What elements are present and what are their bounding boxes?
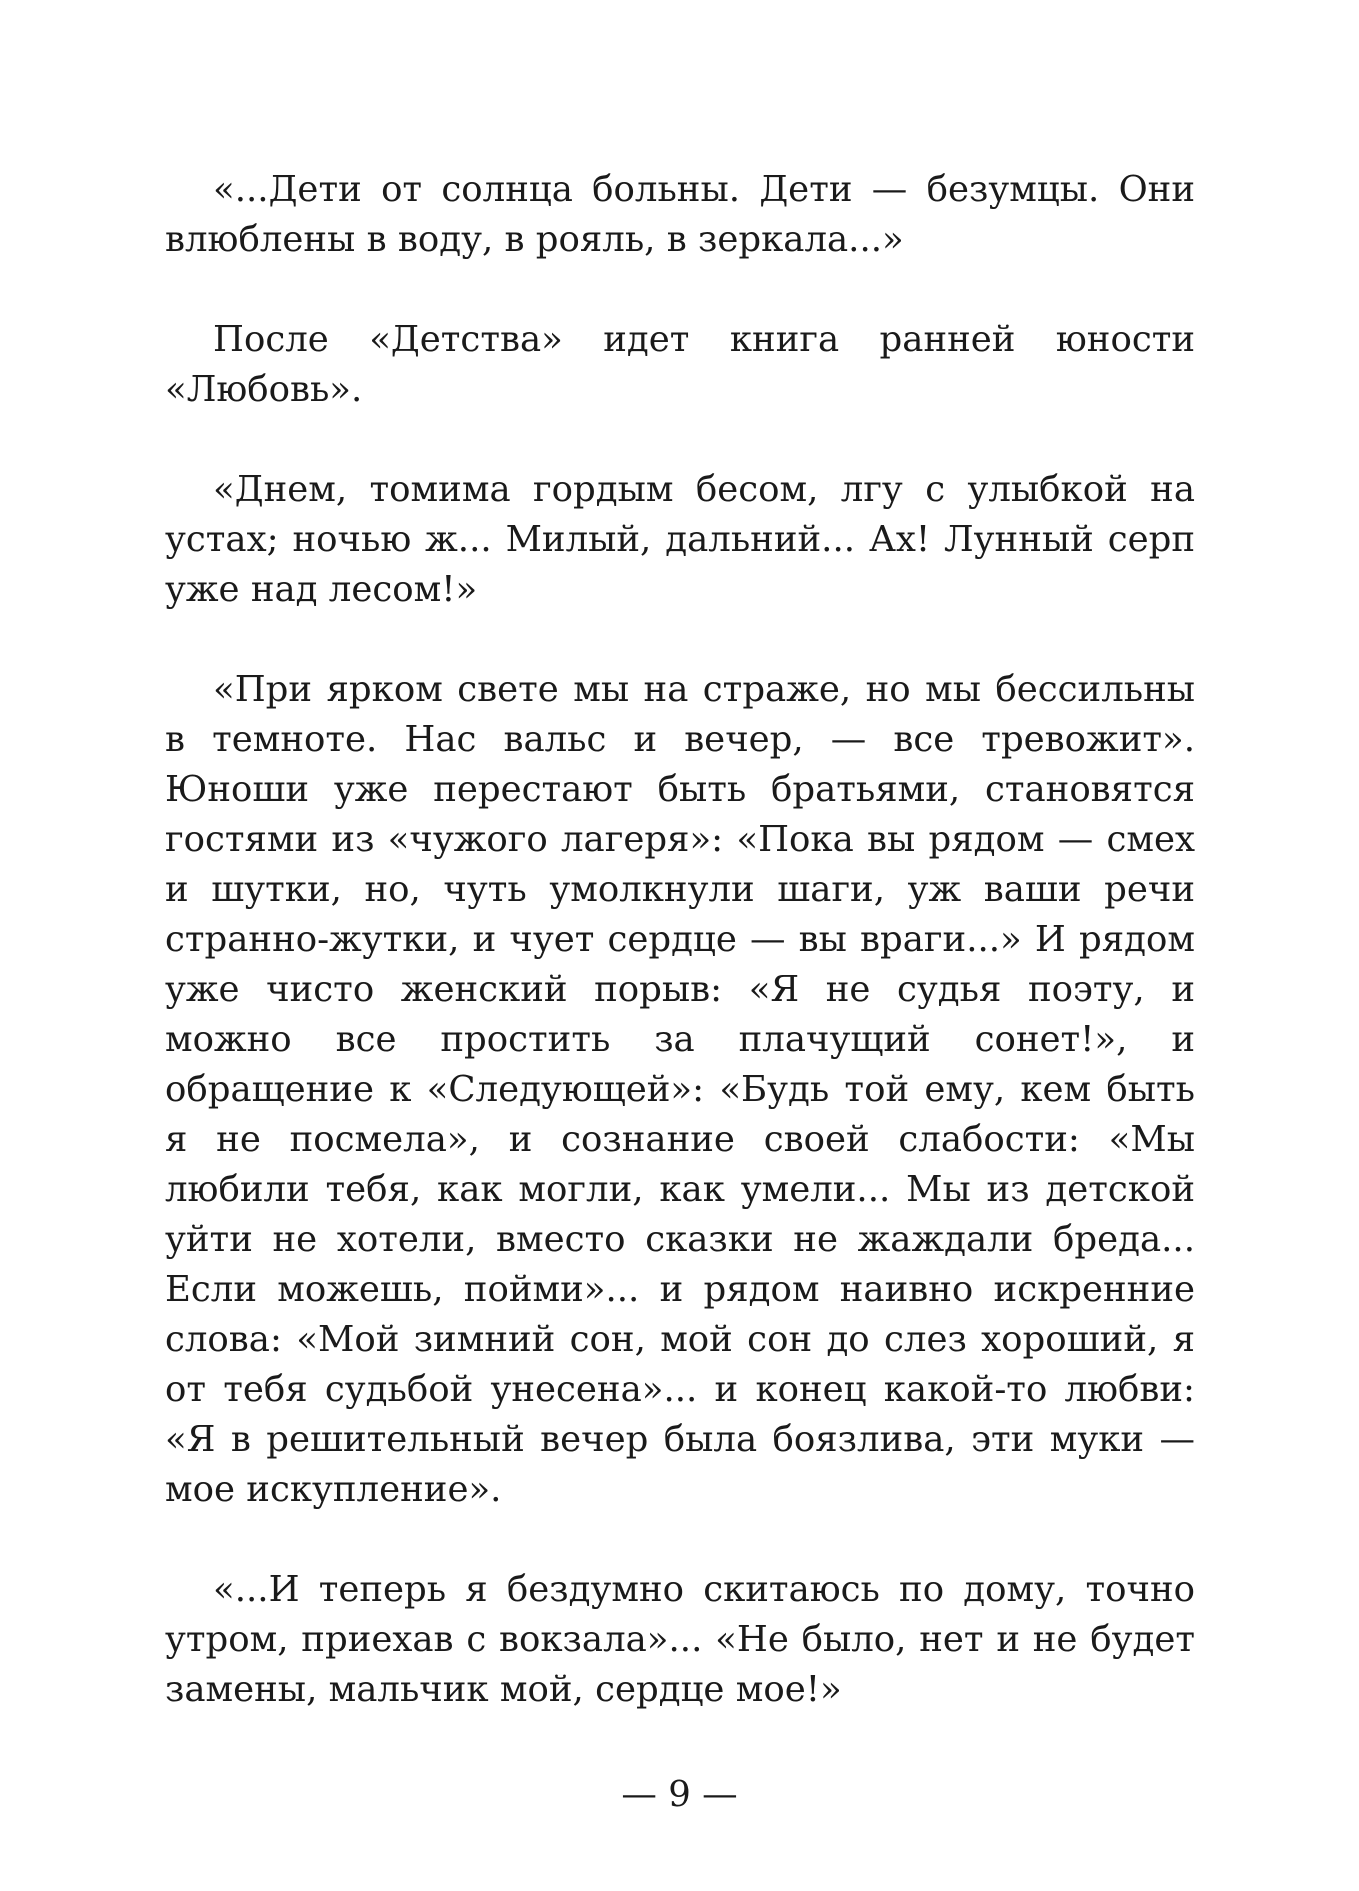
paragraph-3: «Днем, томима гордым бесом, лгу с улыбкой на устах; ночью ж... Милый, дальний... Ах! Лунный серп уже над лесом!» [165,469,1195,610]
paragraph-4: «При ярком свете мы на страже, но мы бессильны в темноте. Нас вальс и вечер, — все тревожит». Юноши уже перестают быть братьями, становятся гостями из «чужого лагеря»: «Пока вы рядом — смех и шутки, но, чуть умолкнули шаги, уж ваши речи странно-жутки, и чует сердце — вы враги...» И рядом уже чисто женский порыв: «Я не судья поэту, и можно все простить за плачущий сонет!», и обращение к «Следующей»: «Будь той ему, кем быть я не посмела», и сознание своей слабости: «Мы любили тебя, как могли, как умели... Мы из детской уйти не хотели, вместо сказки не жаждали бреда... Если можешь, пойми»... и рядом наивно искренние слова: «Мой зимний сон, мой сон до слез хороший, я от тебя судьбой унесена»... и конец какой-то любви: «Я в решительный вечер была боязлива, эти муки — мое искупление». [165,669,1195,1510]
paragraph-2: После «Детства» идет книга ранней юности «Любовь». [165,319,1195,410]
paragraph-gap [165,615,1195,665]
page-number: — 9 — [621,1774,738,1815]
paragraph-5: «...И теперь я бездумно скитаюсь по дому, точно утром, приехав с вокзала»... «Не было, нет и не будет замены, мальчик мой, сердце мое!» [165,1569,1195,1710]
paragraph-gap [165,415,1195,465]
paragraph-1: «...Дети от солнца больны. Дети — безумцы. Они влюблены в воду, в рояль, в зеркала...» [165,169,1195,260]
paragraph-gap [165,265,1195,315]
page-body [165,165,1195,1715]
paragraph-gap [165,1515,1195,1565]
